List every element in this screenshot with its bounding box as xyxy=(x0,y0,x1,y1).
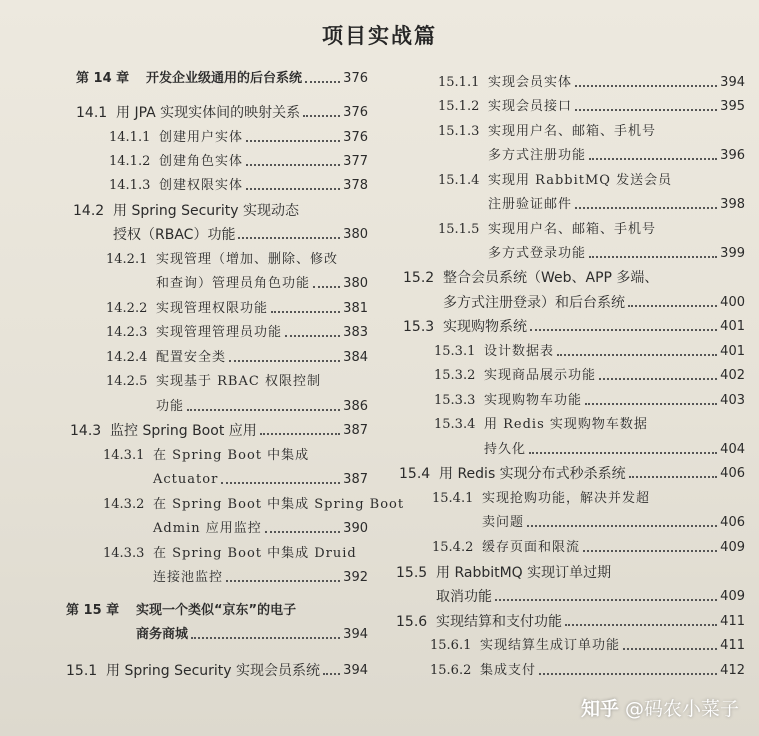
toc-entry-page: 396 xyxy=(720,148,745,163)
toc-leader-dots xyxy=(583,550,717,552)
toc-entry xyxy=(109,153,368,171)
toc-leader-dots xyxy=(575,109,717,111)
toc-entry xyxy=(438,98,745,116)
toc-entry-number: 14.2.5 xyxy=(106,374,148,389)
toc-entry xyxy=(103,471,368,489)
toc-entry-title: 用 RabbitMQ 实现订单过期 xyxy=(436,565,612,581)
toc-entry-title: 在 Spring Boot 中集成 Spring Boot xyxy=(153,497,405,512)
toc-entry xyxy=(76,70,368,88)
toc-leader-dots xyxy=(565,624,717,626)
toc-leader-dots xyxy=(557,354,717,356)
toc-entry-page: 383 xyxy=(343,325,368,340)
page-title: 项目实战篇 xyxy=(322,24,437,48)
toc-entry-title: 多方式注册功能 xyxy=(488,148,587,163)
toc-entry-title: 开发企业级通用的后台系统 xyxy=(146,71,303,86)
toc-entry xyxy=(434,416,745,434)
toc-entry-number: 15.3.4 xyxy=(434,417,476,432)
toc-entry xyxy=(403,318,745,336)
toc-leader-dots xyxy=(246,164,340,166)
toc-entry-title: 用 JPA 实现实体间的映射关系 xyxy=(116,105,301,121)
toc-entry xyxy=(103,447,368,465)
toc-entry-title: 持久化 xyxy=(484,442,527,457)
toc-leader-dots xyxy=(623,648,717,650)
toc-entry xyxy=(66,602,368,620)
toc-entry xyxy=(430,637,745,655)
toc-entry-number: 15.4.1 xyxy=(432,491,474,506)
toc-entry-number: 15.1.4 xyxy=(438,173,480,188)
toc-entry-number: 14.2.1 xyxy=(106,252,148,267)
toc-leader-dots xyxy=(539,673,717,675)
toc-entry-page: 387 xyxy=(343,472,368,487)
toc-entry xyxy=(438,245,745,263)
toc-entry xyxy=(432,539,745,557)
toc-entry-title: 取消功能 xyxy=(436,589,492,605)
toc-entry xyxy=(438,221,745,239)
toc-entry-page: 394 xyxy=(343,627,368,642)
toc-leader-dots xyxy=(313,286,340,288)
watermark-brand: 知乎 xyxy=(580,698,619,720)
toc-entry-page: 399 xyxy=(720,246,745,261)
toc-entry xyxy=(403,294,745,312)
toc-entry-number: 15.6.1 xyxy=(430,638,472,653)
toc-entry-title: 在 Spring Boot 中集成 Druid xyxy=(153,546,357,561)
toc-entry-title: 整合会员系统（Web、APP 多端、 xyxy=(443,270,659,286)
toc-entry xyxy=(106,251,368,269)
toc-leader-dots xyxy=(191,637,340,639)
toc-entry xyxy=(434,343,745,361)
toc-entry-title: 用 Redis 实现购物车数据 xyxy=(484,417,648,432)
toc-entry-title: 商务商城 xyxy=(136,627,189,642)
toc-leader-dots xyxy=(495,599,717,601)
toc-entry-page: 409 xyxy=(720,540,745,555)
toc-entry-number: 15.6 xyxy=(396,614,428,630)
toc-entry xyxy=(438,123,745,141)
toc-entry-title: 设计数据表 xyxy=(484,344,555,359)
toc-entry-number: 15.3.2 xyxy=(434,368,476,383)
toc-entry-number: 第 14 章 xyxy=(76,71,130,86)
toc-entry-number: 15.3.1 xyxy=(434,344,476,359)
toc-leader-dots xyxy=(226,580,340,582)
toc-leader-dots xyxy=(530,329,717,331)
toc-entry-page: 386 xyxy=(343,399,368,414)
toc-entry-title: 用 Spring Security 实现动态 xyxy=(113,203,300,219)
toc-entry-title: Actuator xyxy=(153,472,219,487)
toc-leader-dots xyxy=(229,360,340,362)
toc-entry-title: 在 Spring Boot 中集成 xyxy=(153,448,310,463)
toc-leader-dots xyxy=(529,452,717,454)
toc-entry xyxy=(106,349,368,367)
toc-leader-dots xyxy=(260,433,340,435)
toc-entry-title: 和查询）管理员角色功能 xyxy=(156,276,311,291)
toc-entry-number: 14.2.2 xyxy=(106,301,148,316)
toc-entry xyxy=(438,147,745,165)
toc-leader-dots xyxy=(187,409,340,411)
toc-entry xyxy=(73,226,368,244)
toc-entry xyxy=(438,196,745,214)
toc-entry-title: 实现一个类似“京东”的电子 xyxy=(136,603,297,618)
toc-entry-number: 15.6.2 xyxy=(430,663,472,678)
toc-entry-number: 15.1.3 xyxy=(438,124,480,139)
toc-entry xyxy=(66,626,368,644)
toc-entry-title: 实现会员实体 xyxy=(488,75,573,90)
toc-entry xyxy=(432,490,745,508)
toc-entry-page: 376 xyxy=(343,130,368,145)
toc-entry-number: 15.4 xyxy=(399,466,431,482)
toc-entry-title: 创建角色实体 xyxy=(159,154,244,169)
toc-entry-number: 15.2 xyxy=(403,270,435,286)
toc-entry-page: 378 xyxy=(343,178,368,193)
toc-leader-dots xyxy=(238,237,340,239)
toc-entry xyxy=(103,569,368,587)
toc-entry-title: 实现用 RabbitMQ 发送会员 xyxy=(488,173,673,188)
toc-leader-dots xyxy=(575,85,717,87)
toc-entry xyxy=(106,275,368,293)
toc-entry-title: 实现管理权限功能 xyxy=(156,301,269,316)
toc-entry-page: 392 xyxy=(343,570,368,585)
toc-entry xyxy=(438,74,745,92)
toc-entry xyxy=(103,545,368,563)
toc-entry xyxy=(432,514,745,532)
toc-entry-page: 387 xyxy=(343,423,368,438)
toc-entry-number: 第 15 章 xyxy=(66,603,120,618)
toc-entry-page: 384 xyxy=(343,350,368,365)
toc-entry xyxy=(103,520,368,538)
toc-entry-title: 用 Redis 实现分布式秒杀系统 xyxy=(439,466,626,482)
toc-entry-title: 实现商品展示功能 xyxy=(484,368,597,383)
toc-entry xyxy=(106,324,368,342)
toc-entry-page: 380 xyxy=(343,227,368,242)
watermark-handle: @码农小菜子 xyxy=(624,698,739,720)
toc-entry-number: 14.1 xyxy=(76,105,108,121)
toc-entry-title: 连接池监控 xyxy=(153,570,224,585)
toc-leader-dots xyxy=(246,188,340,190)
toc-entry xyxy=(430,662,745,680)
toc-entry-title: 集成支付 xyxy=(480,663,537,678)
toc-leader-dots xyxy=(305,81,340,83)
toc-leader-dots xyxy=(285,335,340,337)
toc-entry xyxy=(396,613,745,631)
toc-entry-number: 15.1.2 xyxy=(438,99,480,114)
toc-entry-title: 实现用户名、邮箱、手机号 xyxy=(488,124,657,139)
toc-entry-title: 用 Spring Security 实现会员系统 xyxy=(106,663,321,679)
toc-leader-dots xyxy=(589,158,717,160)
toc-entry-page: 400 xyxy=(720,295,745,310)
toc-entry-page: 401 xyxy=(720,344,745,359)
toc-entry-page: 395 xyxy=(720,99,745,114)
toc-entry xyxy=(103,496,405,514)
toc-leader-dots xyxy=(246,140,340,142)
toc-entry-page: 377 xyxy=(343,154,368,169)
toc-entry-title: 创建用户实体 xyxy=(159,130,244,145)
toc-entry xyxy=(106,373,368,391)
toc-entry-title: 卖问题 xyxy=(482,515,525,530)
toc-entry-title: Admin 应用监控 xyxy=(153,521,262,536)
toc-entry xyxy=(73,202,368,220)
toc-entry xyxy=(434,367,745,385)
toc-entry-page: 380 xyxy=(343,276,368,291)
toc-entry xyxy=(109,177,368,195)
toc-entry-number: 15.1.1 xyxy=(438,75,480,90)
toc-entry-title: 实现结算生成订单功能 xyxy=(480,638,621,653)
toc-entry-number: 14.1.2 xyxy=(109,154,151,169)
toc-entry-title: 功能 xyxy=(156,399,185,414)
toc-entry xyxy=(438,172,745,190)
toc-entry-title: 创建权限实体 xyxy=(159,178,244,193)
toc-entry-page: 402 xyxy=(720,368,745,383)
toc-entry-number: 15.3.3 xyxy=(434,393,476,408)
toc-entry-title: 实现购物系统 xyxy=(443,319,527,335)
toc-leader-dots xyxy=(271,311,340,313)
toc-entry-page: 412 xyxy=(720,663,745,678)
toc-entry xyxy=(70,422,368,440)
toc-entry xyxy=(66,662,368,680)
toc-leader-dots xyxy=(585,403,717,405)
toc-entry-page: 406 xyxy=(720,515,745,530)
toc-leader-dots xyxy=(303,115,340,117)
toc-entry-number: 14.1.3 xyxy=(109,178,151,193)
toc-entry-page: 411 xyxy=(720,638,745,653)
toc-entry-number: 15.4.2 xyxy=(432,540,474,555)
toc-entry-page: 376 xyxy=(343,71,368,86)
toc-entry-number: 14.2.4 xyxy=(106,350,148,365)
toc-entry-page: 381 xyxy=(343,301,368,316)
toc-entry xyxy=(106,300,368,318)
toc-entry-number: 14.1.1 xyxy=(109,130,151,145)
watermark xyxy=(581,694,739,721)
toc-entry-page: 390 xyxy=(343,521,368,536)
toc-entry-page: 376 xyxy=(343,105,368,120)
toc-entry-number: 14.3 xyxy=(70,423,102,439)
toc-entry xyxy=(403,269,745,287)
toc-entry xyxy=(109,129,368,147)
toc-leader-dots xyxy=(628,305,717,307)
toc-entry-title: 多方式注册登录）和后台系统 xyxy=(443,295,625,311)
toc-entry-title: 实现抢购功能，解决并发超 xyxy=(482,491,651,506)
toc-entry-title: 多方式登录功能 xyxy=(488,246,587,261)
toc-leader-dots xyxy=(629,476,717,478)
toc-entry-title: 实现用户名、邮箱、手机号 xyxy=(488,222,657,237)
toc-entry-title: 实现结算和支付功能 xyxy=(436,614,562,630)
toc-entry-page: 409 xyxy=(720,589,745,604)
toc-entry xyxy=(434,441,745,459)
toc-leader-dots xyxy=(575,207,717,209)
toc-entry-number: 14.3.2 xyxy=(103,497,145,512)
toc-entry-title: 实现管理管理员功能 xyxy=(156,325,283,340)
toc-entry-number: 15.1 xyxy=(66,663,98,679)
toc-entry-title: 实现购物车功能 xyxy=(484,393,583,408)
toc-entry xyxy=(106,398,368,416)
toc-entry-title: 实现管理（增加、删除、修改 xyxy=(156,252,339,267)
toc-entry-number: 15.3 xyxy=(403,319,435,335)
toc-leader-dots xyxy=(599,378,717,380)
toc-entry-page: 411 xyxy=(720,614,745,629)
toc-entry-page: 398 xyxy=(720,197,745,212)
toc-entry-title: 注册验证邮件 xyxy=(488,197,573,212)
toc-leader-dots xyxy=(265,531,340,533)
toc-entry-title: 监控 Spring Boot 应用 xyxy=(110,423,257,439)
toc-entry-page: 394 xyxy=(343,663,368,678)
toc-entry-page: 403 xyxy=(720,393,745,408)
toc-entry-title: 配置安全类 xyxy=(156,350,227,365)
toc-entry-title: 实现会员接口 xyxy=(488,99,573,114)
toc-entry xyxy=(399,465,745,483)
toc-entry xyxy=(434,392,745,410)
toc-entry-title: 授权（RBAC）功能 xyxy=(113,227,236,243)
toc-leader-dots xyxy=(589,256,717,258)
toc-entry-page: 406 xyxy=(720,466,745,481)
toc-entry-page: 401 xyxy=(720,319,745,334)
toc-entry-title: 缓存页面和限流 xyxy=(482,540,581,555)
toc-leader-dots xyxy=(527,525,717,527)
toc-entry-number: 14.3.1 xyxy=(103,448,145,463)
toc-entry-page: 394 xyxy=(720,75,745,90)
toc-entry-number: 14.3.3 xyxy=(103,546,145,561)
toc-entry-number: 15.1.5 xyxy=(438,222,480,237)
toc-entry-number: 14.2.3 xyxy=(106,325,148,340)
toc-leader-dots xyxy=(323,673,340,675)
toc-entry-number: 14.2 xyxy=(73,203,105,219)
toc-entry-title: 实现基于 RBAC 权限控制 xyxy=(156,374,321,389)
toc-entry xyxy=(76,104,368,122)
toc-entry xyxy=(396,564,745,582)
toc-entry-number: 15.5 xyxy=(396,565,428,581)
toc-entry xyxy=(396,588,745,606)
toc-leader-dots xyxy=(221,482,340,484)
toc-entry-page: 404 xyxy=(720,442,745,457)
